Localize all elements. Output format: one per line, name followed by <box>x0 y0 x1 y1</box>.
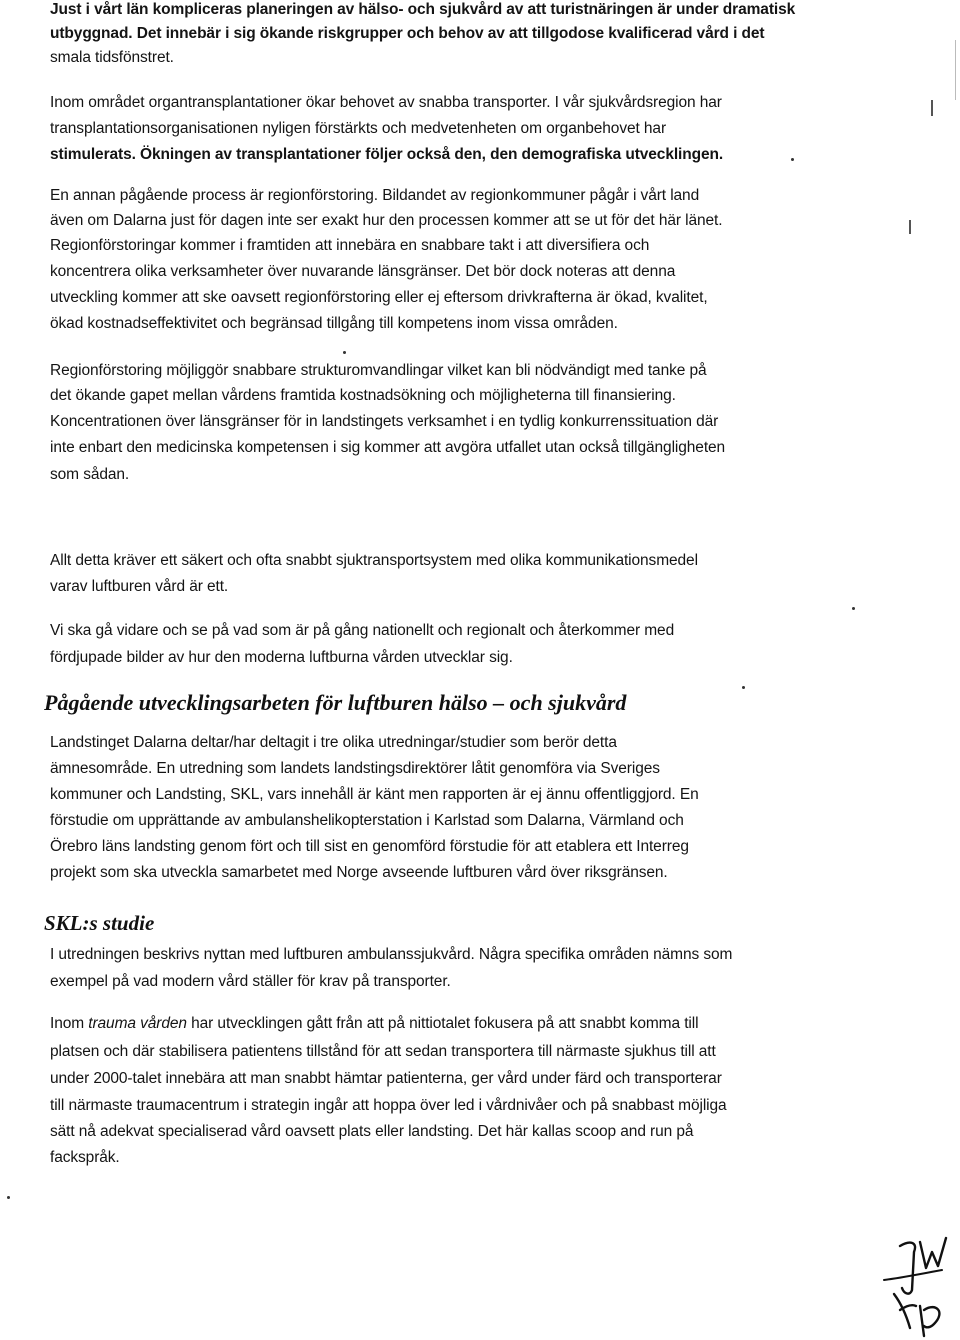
body-line: I utredningen beskrivs nyttan med luftburen ambulanssjukvård. Några specifika områden nämns som <box>50 946 733 963</box>
scan-speck <box>343 351 346 354</box>
body-line: utbyggnad. Det innebär i sig ökande riskgrupper och behov av att tillgodose kvalificerad vård i det <box>50 25 765 42</box>
scan-speck <box>852 607 855 610</box>
body-line: förstudie om upprättande av ambulanshelikopterstation i Karlstad som Dalarna, Värmland och <box>50 812 684 829</box>
italic-term: trauma vården <box>88 1015 187 1032</box>
body-line: sätt nå adekvat specialiserad vård oavsett plats eller landsting. Det här kallas scoop and run på <box>50 1123 694 1140</box>
body-line: inte enbart den medicinska kompetensen i sig kommer att avgöra utfallet utan också tillgängligheten <box>50 439 726 456</box>
scan-speck <box>7 1196 10 1199</box>
body-text: har utvecklingen gått från att på nittiotalet fokusera på att snabbt komma till <box>186 1015 699 1032</box>
body-line <box>50 1014 698 1034</box>
body-line: Vi ska gå vidare och se på vad som är på gång nationellt och regionalt och återkommer med <box>50 622 675 639</box>
margin-mark <box>955 40 956 100</box>
scan-speck <box>791 158 794 161</box>
body-line: projekt som ska utveckla samarbetet med Norge avseende luftburen vård över riksgränsen. <box>50 864 668 881</box>
body-line: kommuner och Landsting, SKL, vars innehåll är känt men rapporten är ej ännu offentliggjord. En <box>50 786 699 803</box>
body-line: koncentrera olika verksamheter över nuvarande länsgränser. Det bör dock noteras att denna <box>50 263 676 280</box>
body-line: En annan pågående process är regionförstoring. Bildandet av regionkommuner pågår i vårt land <box>50 187 700 204</box>
body-line: Allt detta kräver ett säkert och ofta snabbt sjuktransportsystem med olika kommunikationsmedel <box>50 552 698 569</box>
margin-mark <box>909 220 911 234</box>
handwritten-initials <box>880 1232 960 1340</box>
body-line: varav luftburen vård är ett. <box>50 578 229 595</box>
body-line: Just i vårt län kompliceras planeringen av hälso- och sjukvård av att turistnäringen är under dramatisk <box>50 1 796 18</box>
body-line: exempel på vad modern vård ställer för krav på transporter. <box>50 973 451 990</box>
scan-speck <box>742 686 745 689</box>
subsection-heading: SKL:s studie <box>44 911 155 935</box>
body-line: utveckling kommer att ske oavsett regionförstoring eller ej eftersom drivkrafterna är ökad, kvalitet, <box>50 289 708 306</box>
body-line: som sådan. <box>50 466 130 483</box>
body-line: även om Dalarna just för dagen inte ser exakt hur den processen kommer att se ut för det här länet. <box>50 212 723 229</box>
body-line: fördjupade bilder av hur den moderna luftburna vården utvecklar sig. <box>50 649 513 666</box>
body-line: Inom området organtransplantationer ökar behovet av snabba transporter. I vår sjukvårdsregion har <box>50 94 722 111</box>
body-line: Regionförstoring möjliggör snabbare strukturomvandlingar vilket kan bli nödvändigt med tanke på <box>50 362 707 379</box>
body-line: transplantationsorganisationen nyligen förstärkts och medvetenheten om organbehovet har <box>50 120 667 137</box>
body-text: Inom <box>50 1015 89 1032</box>
body-line: Örebro läns landsting genom fört och till sist en genomförd förstudie för att etablera ett Interreg <box>50 838 689 855</box>
section-heading: Pågående utvecklingsarbeten för luftburen hälso – och sjukvård <box>44 690 627 715</box>
body-line: fackspråk. <box>50 1149 120 1166</box>
body-line: det ökande gapet mellan vårdens framtida kostnadsökning och möjligheterna till finansiering. <box>50 387 676 404</box>
body-line: Koncentrationen över länsgränser för in landstingets verksamhet i en tydlig konkurrenssituation där <box>50 413 719 430</box>
body-line: smala tidsfönstret. <box>50 49 174 66</box>
body-line: Landstinget Dalarna deltar/har deltagit i tre olika utredningar/studier som berör detta <box>50 734 617 751</box>
body-line: Regionförstoringar kommer i framtiden att innebära en snabbare takt i att diversifiera och <box>50 237 650 254</box>
body-line: till närmaste traumacentrum i strategin ingår att hoppa över led i vårdnivåer och på snabbast möjliga <box>50 1097 727 1114</box>
body-line: ökad kostnadseffektivitet och begränsad tillgång till kompetens inom vissa områden. <box>50 315 618 332</box>
margin-mark <box>931 100 933 116</box>
body-line: stimulerats. Ökningen av transplantationer följer också den, den demografiska utvecklingen. <box>50 146 724 163</box>
body-line: ämnesområde. En utredning som landets landstingsdirektörer låtit genomföra via Sveriges <box>50 760 660 777</box>
body-line: under 2000-talet innebära att man snabbt hämtar patienterna, ger vård under färd och transporterar <box>50 1070 722 1087</box>
body-line: platsen och där stabilisera patientens tillstånd för att sedan transportera till närmaste sjukhus till att <box>50 1043 716 1060</box>
